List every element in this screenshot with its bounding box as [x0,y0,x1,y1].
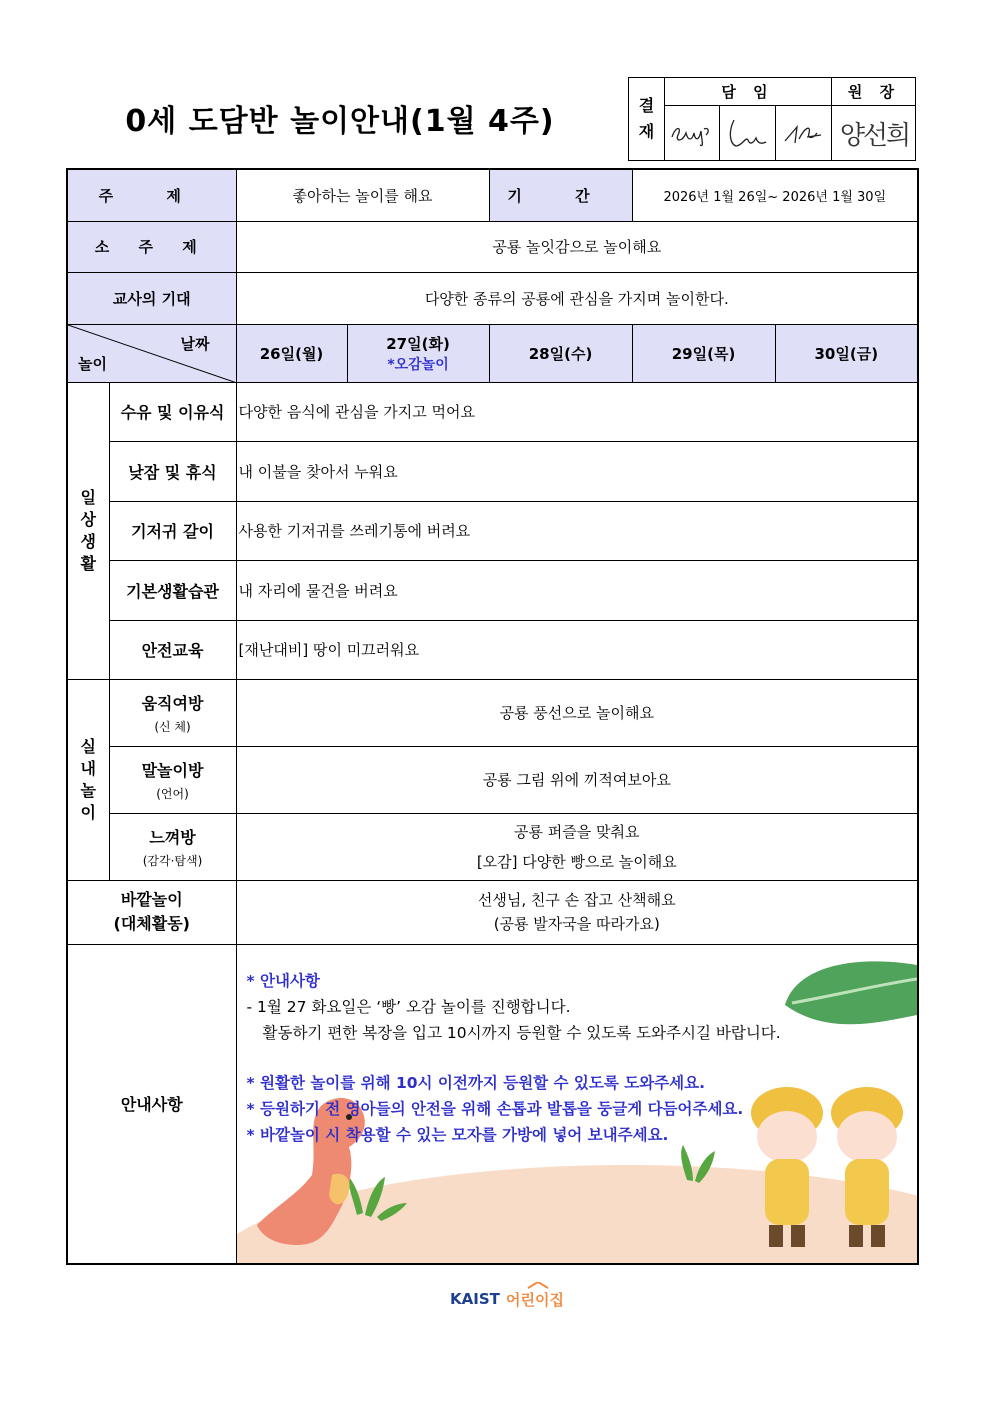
expect-value: 다양한 종류의 공룡에 관심을 가지며 놀이한다. [236,272,918,324]
signature-teacher-3 [776,106,831,161]
indoor-value-3: 공룡 퍼즐을 맞춰요 [오감] 다양한 빵으로 놀이해요 [236,813,918,880]
schedule-table [66,168,917,1264]
logo-kr-text: 어린이집 [506,1291,564,1309]
daily-label-4: 기본생활습관 [109,560,236,620]
signature-director: 양선희 [839,121,910,151]
daily-value-4: 내 자리에 물건을 버려요 [236,560,918,620]
outdoor-value: 선생님, 친구 손 잡고 산책해요 (공룡 발자국을 따라가요) [236,880,918,944]
theme-value: 좋아하는 놀이를 해요 [236,169,489,221]
subtheme-label: 소 주 제 [67,221,236,272]
notice-line-1: - 1월 27 화요일은 ‘빵’ 오감 놀이를 진행합니다. [246,997,571,1016]
daily-label-2: 낮잠 및 휴식 [109,441,236,501]
indoor-label-2: 말놀이방 (언어) [109,746,236,813]
leaf-icon [785,961,917,1024]
notice-bold-2: * 등원하기 전 영아들의 안전을 위해 손톱과 발톱을 둥글게 다듬어주세요. [246,1099,744,1118]
day-tue: 27일(화) *오감놀이 [347,324,489,382]
daily-value-3: 사용한 기저귀를 쓰레기통에 버려요 [236,501,918,560]
day-tue-note: *오감놀이 [387,356,449,373]
page-title: 0세 도담반 놀이안내(1월 4주) [125,104,555,139]
daily-value-5: [재난대비] 땅이 미끄러워요 [236,620,918,679]
notice-bold-1: * 원활한 놀이를 위해 10시 이전까지 등원할 수 있도록 도와주세요. [246,1073,705,1092]
day-mon: 26일(월) [236,324,347,382]
subtheme-value: 공룡 놀잇감으로 놀이해요 [236,221,918,272]
daily-value-2: 내 이불을 찾아서 누워요 [236,441,918,501]
theme-label: 주 제 [67,169,236,221]
notice-title: * 안내사항 [246,971,320,990]
expect-label: 교사의 기대 [67,272,236,324]
logo-kaist-text: KAIST [450,1290,500,1308]
notice-bold-3: * 바깥놀이 시 착용할 수 있는 모자를 가방에 넣어 보내주세요. [246,1125,669,1144]
period-value: 2026년 1월 26일~ 2026년 1월 30일 [632,169,918,221]
indoor-value-1: 공룡 풍선으로 놀이해요 [236,679,918,746]
day-wed: 28일(수) [489,324,632,382]
signature-teacher-1 [665,106,719,161]
daily-label-3: 기저귀 갈이 [109,501,236,560]
daily-label-1: 수유 및 이유식 [109,382,236,441]
outdoor-label: 바깥놀이 (대체활동) [67,880,236,944]
approval-box [628,77,916,161]
notice-line-2: 활동하기 편한 복장을 입고 10시까지 등원할 수 있도록 도와주시길 바랍니다. [262,1023,781,1042]
teacher-header: 담 임 [721,83,774,101]
period-label: 기 간 [489,169,632,221]
daily-label-5: 안전교육 [109,620,236,679]
indoor-label-1: 움직여방 (신 체) [109,679,236,746]
kaist-logo [450,1282,580,1312]
day-thu: 29일(목) [632,324,775,382]
signature-teacher-2 [720,106,775,161]
indoor-value-2: 공룡 그림 위에 끼적여보아요 [236,746,918,813]
approval-label: 결 재 [638,96,655,141]
notice-content [236,944,918,1264]
daily-value-1: 다양한 음식에 관심을 가지고 먹어요 [236,382,918,441]
notice-label: 안내사항 [67,944,236,1264]
director-header: 원 장 [847,83,901,101]
indoor-label-3: 느껴방 (감각·탐색) [109,813,236,880]
day-fri: 30일(금) [775,324,918,382]
days-corner: 날짜 놀이 [67,324,236,382]
indoor-group-label: 실 내 놀 이 [67,679,109,880]
daily-group-label: 일 상 생 활 [67,382,109,679]
